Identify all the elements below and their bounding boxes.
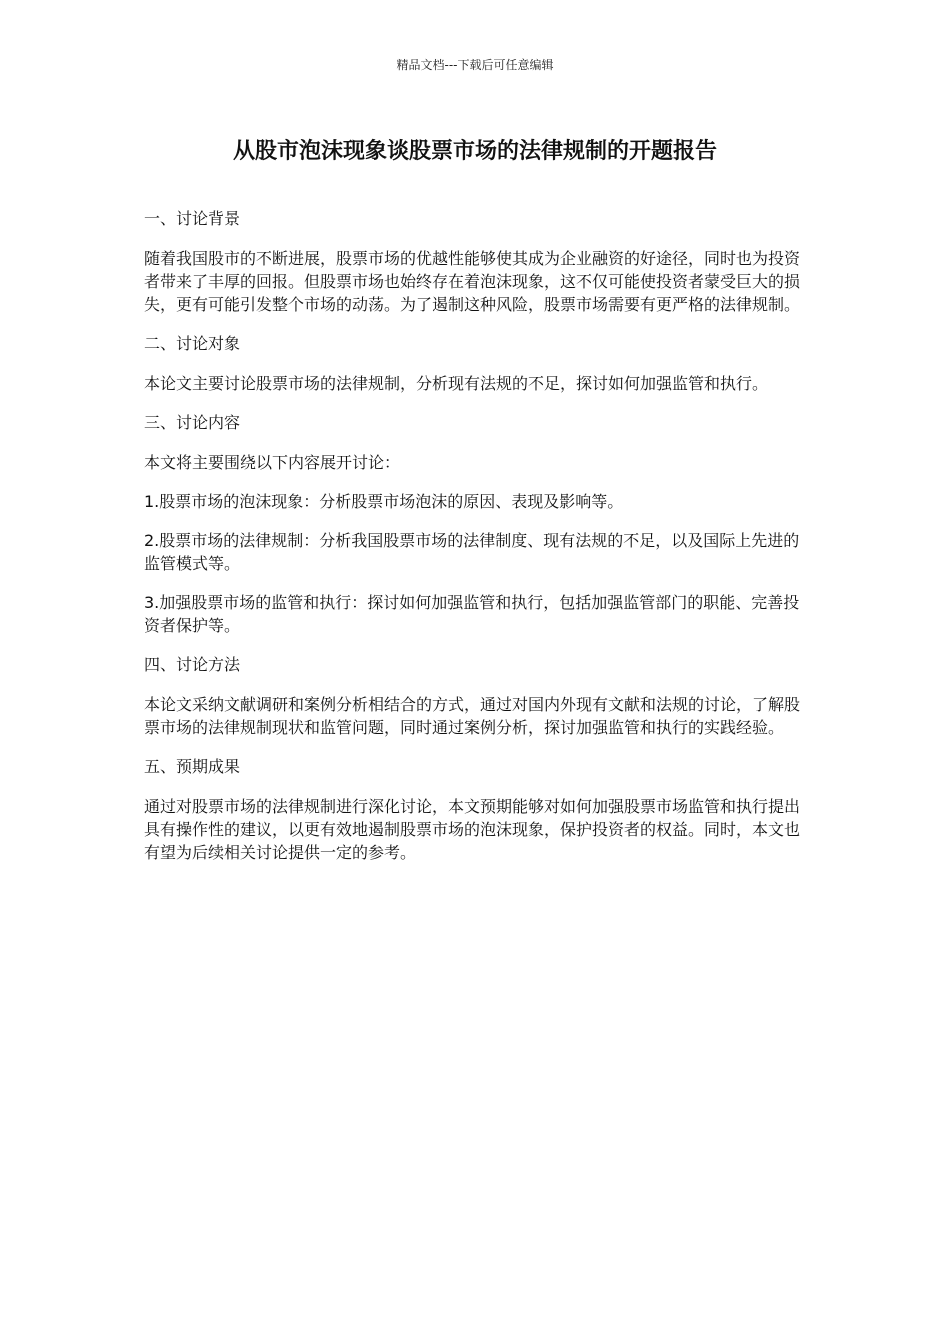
document-body [144,207,806,880]
section-heading-content: 三、讨论内容 [144,413,241,432]
document-title: 从股市泡沫现象谈股票市场的法律规制的开题报告 [232,139,717,164]
paragraph-background: 随着我国股市的不断进展，股票市场的优越性能够使其成为企业融资的好途径，同时也为投资者带来了丰厚的回报。但股票市场也始终存在着泡沫现象，这不仅可能使投资者蒙受巨大的损失，更有可能引发整个市场的动荡。为了遏制这种风险，股票市场需要有更严格的法律规制。 [144,249,801,314]
paragraph-content-intro: 本文将主要围绕以下内容展开讨论： [144,453,401,472]
section-heading-results: 五、预期成果 [144,757,241,776]
paragraph-content-item-3: 3.加强股票市场的监管和执行：探讨如何加强监管和执行，包括加强监管部门的职能、完善投资者保护等。 [144,593,800,635]
paragraph-method: 本论文采纳文献调研和案例分析相结合的方式，通过对国内外现有文献和法规的讨论，了解股票市场的法律规制现状和监管问题，同时通过案例分析，探讨加强监管和执行的实践经验。 [144,695,801,737]
section-heading-background: 一、讨论背景 [144,209,241,228]
paragraph-content-item-1: 1.股票市场的泡沫现象：分析股票市场泡沫的原因、表现及影响等。 [144,492,624,511]
section-heading-method: 四、讨论方法 [144,655,241,674]
paragraph-content-item-2: 2.股票市场的法律规制：分析我国股票市场的法律制度、现有法规的不足，以及国际上先进的监管模式等。 [144,531,800,573]
paragraph-results: 通过对股票市场的法律规制进行深化讨论，本文预期能够对如何加强股票市场监管和执行提出具有操作性的建议，以更有效地遏制股票市场的泡沫现象，保护投资者的权益。同时，本文也有望为后续相关讨论提供一定的参考。 [144,797,801,862]
paragraph-object: 本论文主要讨论股票市场的法律规制，分析现有法规的不足，探讨如何加强监管和执行。 [144,374,769,393]
section-heading-object: 二、讨论对象 [144,334,241,353]
page-header: 精品文档---下载后可任意编辑 [396,58,554,72]
